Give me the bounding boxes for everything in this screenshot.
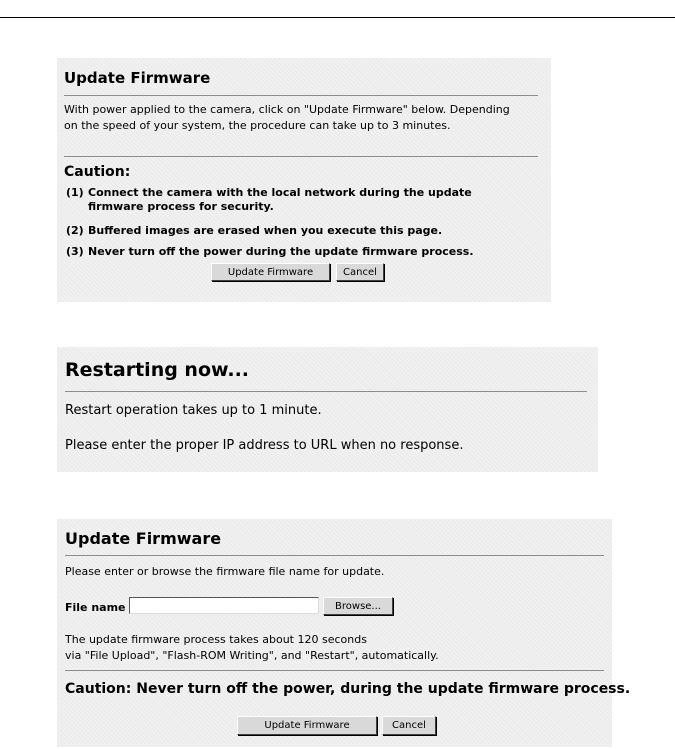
title-divider (64, 95, 538, 96)
update-firmware-confirm-panel (57, 58, 551, 302)
update-firmware-upload-panel (57, 519, 631, 747)
title-divider (65, 555, 604, 556)
restarting-panel (57, 347, 598, 472)
ip-address-hint-text: Please enter the proper IP address to URL when no response. (65, 438, 464, 453)
caution-item-text: Never turn off the power during the update firmware process. (88, 245, 474, 258)
caution-item-text: Buffered images are erased when you execute this page. (88, 224, 443, 237)
description-line: With power applied to the camera, click on "Update Firmware" below. Depending (64, 103, 510, 116)
panel-title: Restarting now... (65, 359, 250, 381)
file-name-label: File name (65, 601, 126, 614)
caution-item-text: Connect the camera with the local network during the update firmware process for security. (88, 186, 472, 213)
restart-info-text: Restart operation takes up to 1 minute. (65, 403, 322, 418)
section-divider (64, 156, 538, 157)
description (64, 102, 510, 134)
panel-title: Update Firmware (64, 69, 211, 87)
caution-item-number: (2) (66, 224, 84, 237)
title-divider (65, 391, 587, 392)
description-line: on the speed of your system, the procedure can take up to 3 minutes. (64, 119, 451, 132)
caution-item-number: (3) (66, 245, 84, 258)
process-note-line: The update firmware process takes about 120 seconds (65, 633, 367, 646)
file-name-input[interactable] (129, 597, 319, 614)
upload-prompt-text: Please enter or browse the firmware file name for update. (65, 565, 385, 578)
process-note-line: via "File Upload", "Flash-ROM Writing", and "Restart", automatically. (65, 649, 439, 662)
cancel-button[interactable]: Cancel (336, 263, 384, 281)
caution-text: Caution: Never turn off the power, during the update firmware process. (65, 681, 631, 697)
caution-title: Caution: (64, 164, 131, 180)
browse-button[interactable]: Browse... (323, 597, 393, 615)
cancel-button[interactable]: Cancel (382, 716, 436, 735)
panel-title: Update Firmware (65, 529, 222, 548)
caution-item-number: (1) (66, 186, 84, 199)
update-firmware-button[interactable]: Update Firmware (211, 263, 330, 281)
section-divider (65, 670, 604, 671)
update-firmware-button[interactable]: Update Firmware (237, 716, 377, 735)
top-rule (0, 17, 675, 18)
